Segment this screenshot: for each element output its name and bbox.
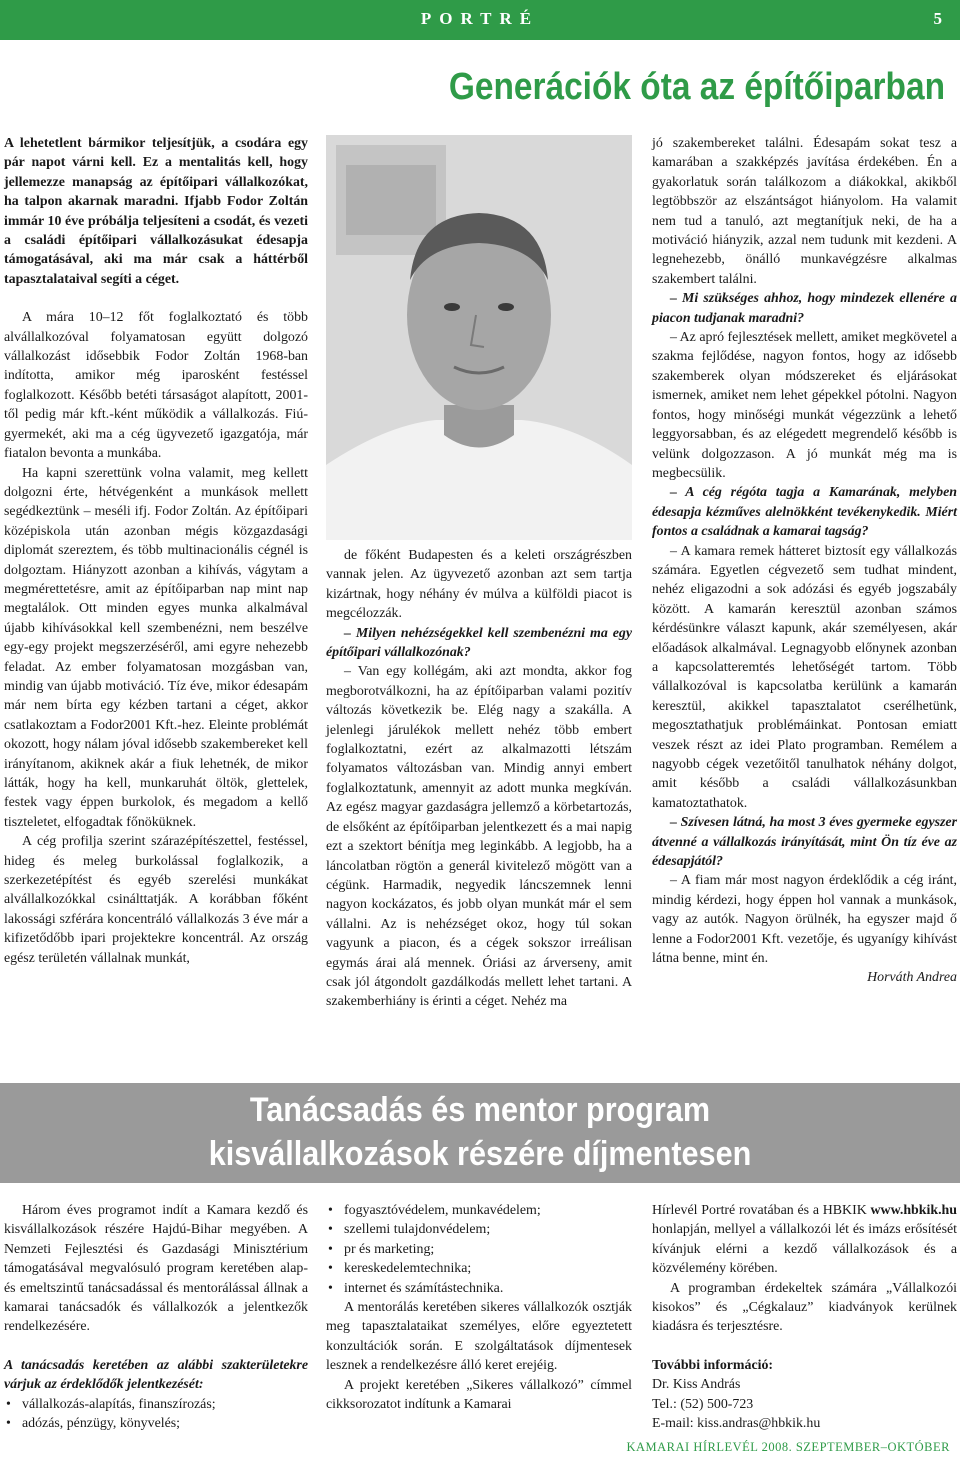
banner-title-line-1: Tanácsadás és mentor program — [249, 1091, 711, 1129]
article-column-3 — [652, 134, 957, 988]
list-item: • vállalkozás-alapítás, finanszírozás; — [22, 1395, 308, 1414]
program-intro: Három éves programot indít a Kamara kezdő és kisvállalkozások részére Hajdú-Bihar megyében. A Nemzeti Fejlesztési és Gazdasági Minisztérium támogatásával megvalósuló program keretében alap- és emeltszintű tanácsadással és mentorálással állnak a kamarai tanácsadók és vállalkozók a jelentkezők rendelkezésére. — [4, 1203, 308, 1335]
banner-title-line-2: kisvállalkozások részére díjmentesen — [208, 1135, 752, 1173]
program-column-3 — [652, 1201, 957, 1433]
list-item: • adózás, pénzügy, könyvelés; — [22, 1414, 308, 1433]
contact-heading: További információ: — [652, 1357, 774, 1373]
list-item: • szellemi tulajdonvédelem; — [344, 1220, 632, 1239]
list-item: • internet és számítástechnika. — [344, 1279, 632, 1298]
article-paragraph: – Az apró fejlesztések mellett, amiket megkövetel a szakma fejlődése, nagyon fontos, hogy az idősebb szakemberek olyan módszereket és eljárásokat ismernek, amiket nem lehet gépekkel pótolni. Nagyon fontos, hogy minőségi munkát végezzünk a lehető leggyorsabban, és az elégedett megrendelő később is velünk dolgozzason. A jó munkát még ma is megbecsülik. — [652, 330, 957, 481]
interview-question: – Szívesen látná, ha most 3 éves gyermeke egyszer átvenné a vállalkozás irányítását, mint Ön tíz éve az édesapjától? — [652, 815, 957, 870]
article-column-1 — [4, 134, 308, 968]
program-column-1 — [4, 1201, 308, 1433]
article-lead: A lehetetlent bármikor teljesítjük, a csodára egy pár napot várni kell. Ez a mentalitás kell, hogy jellemezze manapság az építőipari vállalkozókat, ha talpon akarnak maradni. Ifjabb Fodor Zoltán immár 10 éve próbálja teljesíteni a csodát, és vezeti a családi építőipari vállalkozásukat édesapja támogatásával, aki ma már csak a háttérből tapasztalataival segíti a céget. — [4, 136, 308, 287]
interview-question: – Mi szükséges ahhoz, hogy mindezek ellenére a piacon tudjanak maradni? — [652, 291, 957, 326]
program-areas-list — [4, 1395, 308, 1434]
list-item: • pr és marketing; — [344, 1240, 632, 1259]
page-number: 5 — [933, 9, 942, 28]
article-paragraph: A cég profilja szerint szárazépítészettel, festéssel, hideg és meleg burkolással foglalkozik, a szerkezetépítést és egyéb szerelési munkákat alvállalkozókkal csinálttatják. A korábban főként lakossági szférára koncentráló vállalkozás 3 éve már a kifizetődőbb ipari projektekre koncentrál. Az ország egész területén vállalnak munkát, — [4, 834, 308, 966]
program-paragraph — [652, 1201, 957, 1279]
program-paragraph: A programban érdekeltek számára „Vállalkozói kisokos” és „Cégkalauz” kiadványok kerülnek kiadásra és terjesztésre. — [652, 1280, 957, 1335]
section-title: PORTRÉ — [420, 9, 540, 28]
website-link[interactable]: www.hbkik.hu — [870, 1203, 957, 1218]
list-item: • kereskedelemtechnika; — [344, 1259, 632, 1278]
program-areas-heading: A tanácsadás keretében az alábbi szakterületekre várjuk az érdeklődők jelentkezését: — [4, 1357, 308, 1393]
contact-email[interactable]: E-mail: kiss.andras@hbkik.hu — [652, 1416, 821, 1432]
page-header — [0, 0, 960, 40]
list-item: • fogyasztóvédelem, munkavédelem; — [344, 1201, 632, 1220]
interview-question: – A cég régóta tagja a Kamarának, melyben édesapja kézműves alelnökként tevékenykedik. Miért fontos a családnak a kamarai tagság? — [652, 485, 957, 540]
article-paragraph: de főként Budapesten és a keleti országrészben vannak jelen. Az ügyvezető azonban azt sem tartja kizártnak, hogy néhány év múlva a külföldi piacot is megcélozzák. — [326, 548, 632, 622]
text-run: honlapján, mellyel a vállalkozói lét és imázs erősítését kívánjuk elérni a kezdő vállalkozások és a közvélemény körében. — [652, 1222, 957, 1277]
interview-question: – Milyen nehézségekkel kell szembenézni ma egy építőipari vállalkozónak? — [326, 625, 632, 661]
program-areas-list-continued — [326, 1201, 632, 1298]
program-paragraph: A projekt keretében „Sikeres vállalkozó” címmel cikksorozatot indítunk a Kamarai — [326, 1377, 632, 1413]
text-run: Hírlevél Portré rovatában és a HBKIK — [652, 1203, 871, 1218]
portrait-photo — [326, 135, 632, 540]
contact-phone: Tel.: (52) 500-723 — [652, 1396, 754, 1412]
article-paragraph: – A kamara remek hátteret biztosít egy vállalkozás számára. Egyetlen cégvezető sem tudhat mindent, nehéz eligazodni a sok adózási és egyéb jogszabály között. A kamarán keresztül azonban számos kérdésünkre választ kapunk, akár személyesen, akár előadások alkalmával. Legnagyobb előnynek azonban a kapcsolatteremtés lehetőségét tartom. Több vállalkozóval is kapcsolatba kerülünk a kamarán keresztül, akikkel tapasztalatot cserélhetünk, megosztathatjuk problémáinkat. Pontosan emiatt veszek részt az idei Plato programban. Remélem a nagyobb cégek vezetőitől tanulhatok néhány dolgot, amit később a családi vállalkozásunkban kamatoztathatok. — [652, 543, 957, 811]
article-paragraph: – Van egy kollégám, aki azt mondta, akkor fog megborotválkozni, ha az építőiparban valami pozitív változás következik be. Elég nagy a szakálla. A jelenlegi járulékok mellett nehéz több embert foglalkoztatni, ezért az alkalmazotti létszám folyamatos változásban van. Mindig annyi embert foglalkoztatunk, amennyit az adott munka megkíván. Az egész magyar gazdaságra jellemző a körbetartozás, de elsőként az építőiparban jelentkezett és a mai napig ezt a szektort bénítja meg leginkább. A legjobb, ha a láncolatban rögtön a generál kivitelező mögött van a cégünk. Harmadik, negyedik láncszemnek lenni nagyon kockázatos, és jobb olyan munkát már el sem vállalni. Az is nehézséget okoz, hogy túl sokan vagyunk a piacon, és a cégek sokszor irreálisan egymás árai alá mennek. Óriási az árverseny, amit csak jól átgondolt gazdálkodás mellett lehet tartani. A szakemberhiány is érinti a céget. Nehéz ma — [326, 664, 632, 1010]
article-paragraph: – A fiam már most nagyon érdeklődik a cég iránt, mindig kérdezi, hogy éppen hol vannak a munkások, vagy az autók. Nagyon örülnék, ha egyszer majd ő lenne a Fodor2001 Kft. vezetője, és ugyanígy kihívást látna benne, mint én. — [652, 873, 957, 967]
portrait-illustration — [326, 135, 632, 540]
page-footer: KAMARAI HÍRLEVÉL 2008. SZEPTEMBER–OKTÓBER — [626, 1440, 950, 1454]
program-column-2 — [326, 1201, 632, 1414]
author-signature: Horváth Andrea — [867, 970, 957, 986]
contact-name: Dr. Kiss András — [652, 1377, 741, 1393]
article-column-2 — [326, 546, 632, 1012]
article-paragraph: A mára 10–12 főt foglalkoztató és több alvállalkozóval folyamatosan együtt dolgozó vállalkozást idősebbik Fodor Zoltán 1968-ban indította, amikor még iparosként festéssel foglalkozott. Később betéti társaságot alapított, 2001-től pedig már kft.-ként működik a vállalkozás. Fiú-gyermekét, aki ma a cég ügyvezető igazgatója, már fiatalon bevonta a munkába. — [4, 310, 308, 462]
article-paragraph: jó szakembereket találni. Édesapám sokat tesz a kamarában a szakképzés javítása érdekében. Én a gyakorlatuk során találkozom a diákokkal, akikből legtöbbször az elszántságot hiányolom. Ha valamit nem tud a tanuló, azt megtanítjuk neki, de ha a motiváció hiányzik, azzal nem tudunk mit kezdeni. A legnehezebb, önálló munkavégzésre alkalmas szakembert találni. — [652, 136, 957, 287]
article-title: Generációk óta az építőiparban — [448, 66, 945, 108]
article-paragraph: Ha kapni szerettünk volna valamit, meg kellett dolgozni érte, hétvégenként a munkások mellett segédkeztünk – meséli ifj. Fodor Zoltán. Az építőipari középiskola után azonban mégis közgazdasági diplomát szereztem, és több multinacionális cégnél is dolgoztam. Hiányzott azonban a kihívás, vágytam a megmérettetésre, amit az építőiparban nap mint nap megtalálok. Ott minden egyes munka alkalmával újabb kihívásokkal kell szembenézni, nem beszélve egy-egy projekt megszerzéséről, ami egyre nehezebb feladat. Az ember folyamatosan mozgásban van, mindig van újabb motiváció. Tíz éve, mikor édesapám már nem bírta egy kézben tartani a céget, akkor csatlakoztam a Fodor2001 Kft.-hez. Eleinte problémát okozott, hogy nálam jóval idősebb szakembereket kell irányítanom, akiknek akár a fiuk lehetnék, de mikor látták, hogy ha kell, munkaruhát öltök, glettelek, festek vagy éppen burkolok, és megadom a kellő tiszteletet, elfogadtak főnöküknek. — [4, 465, 308, 830]
program-banner — [0, 1083, 960, 1183]
program-paragraph: A mentorálás keretében sikeres vállalkozók osztják meg tapasztalataikat személyes, előre egyeztetett konzultációk során. E szolgáltatások díjmentesek lesznek a rendelkezésre álló keret erejéig. — [326, 1300, 632, 1374]
